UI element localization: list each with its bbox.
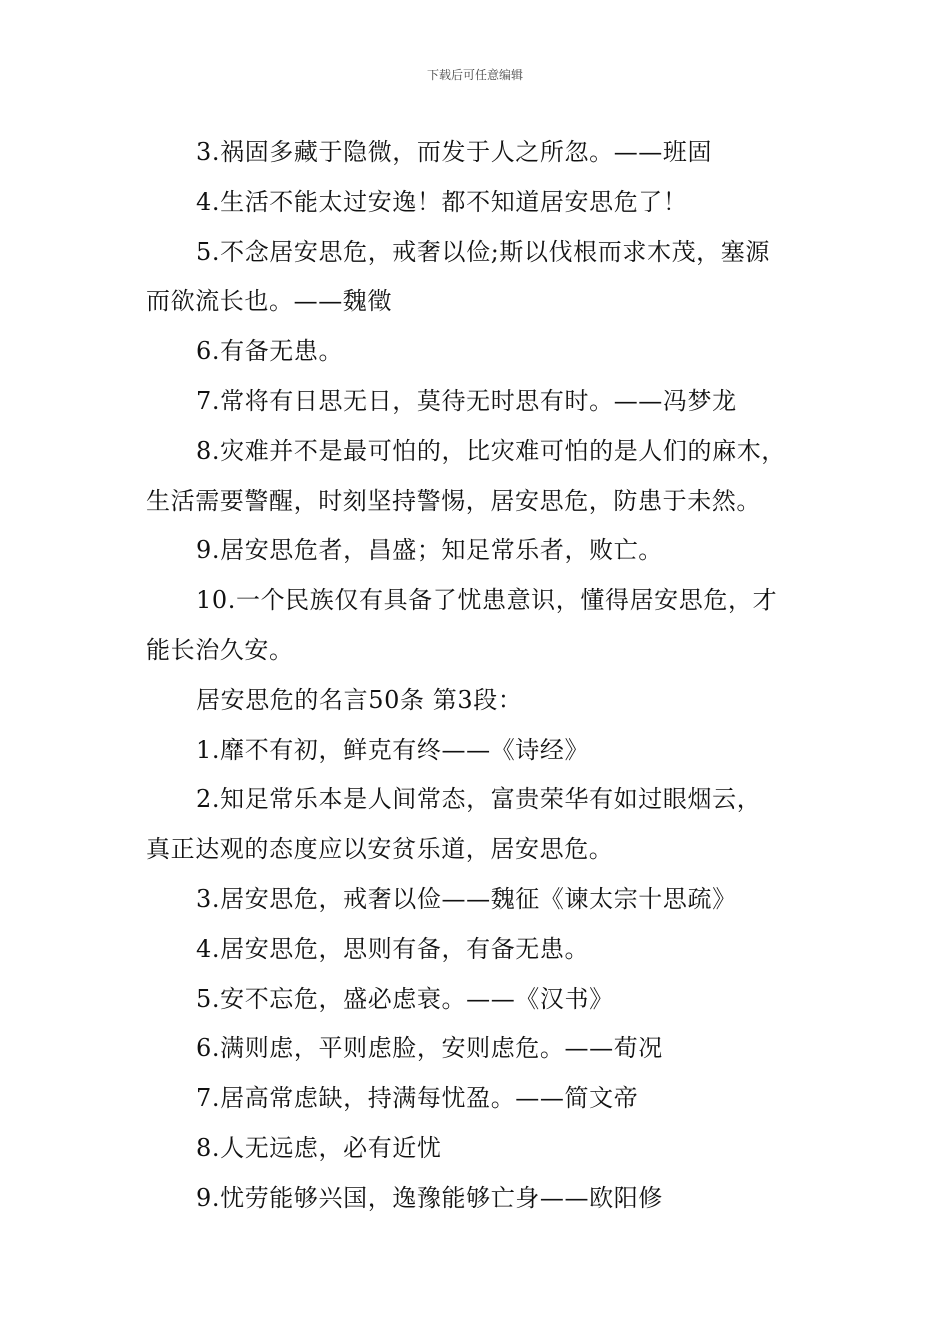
text-line: 7.常将有日思无日，莫待无时思有时。——冯梦龙 <box>196 386 737 415</box>
text-line: 6.有备无患。 <box>196 337 344 366</box>
text-line: 7.居高常虑缺，持满每忧盈。——简文帝 <box>196 1084 639 1113</box>
text-line: 9.居安思危者，昌盛；知足常乐者，败亡。 <box>196 536 663 565</box>
text-line: 4.生活不能太过安逸！都不知道居安思危了！ <box>196 187 688 216</box>
text-line: 8.灾难并不是最可怕的，比灾难可怕的是人们的麻木， <box>196 436 786 465</box>
text-line: 3.祸固多藏于隐微，而发于人之所忽。——班固 <box>196 138 713 166</box>
text-line: 4.居安思危，思则有备，有备无患。 <box>196 934 590 963</box>
text-line: 真正达观的态度应以安贫乐道，居安思危。 <box>146 835 614 864</box>
text-line: 5.安不忘危，盛必虑衰。——《汉书》 <box>196 984 614 1013</box>
text-line: 能长治久安。 <box>146 635 294 664</box>
text-line: 5.不念居安思危，戒奢以俭;斯以伐根而求木茂，塞源 <box>196 237 770 266</box>
page-header: 下载后可任意编辑 <box>426 68 523 82</box>
text-line: 9.忧劳能够兴国，逸豫能够亡身——欧阳修 <box>196 1183 663 1212</box>
text-line: 8.人无远虑，必有近忧 <box>196 1133 442 1162</box>
document-body <box>146 128 826 1224</box>
text-line: 10.一个民族仅有具备了忧患意识，懂得居安思危，才 <box>196 586 778 615</box>
text-line: 1.靡不有初，鲜克有终——《诗经》 <box>196 735 590 764</box>
text-line: 而欲流长也。——魏徵 <box>146 287 392 316</box>
text-line: 生活需要警醒，时刻坚持警惕，居安思危，防患于未然。 <box>146 486 761 515</box>
text-line: 6.满则虑，平则虑脸，安则虑危。——荀况 <box>196 1034 663 1063</box>
text-line: 2.知足常乐本是人间常态，富贵荣华有如过眼烟云， <box>196 785 762 814</box>
text-line: 3.居安思危，戒奢以俭——魏征《谏太宗十思疏》 <box>196 884 737 913</box>
section-heading: 居安思危的名言50条 第3段： <box>196 685 523 714</box>
